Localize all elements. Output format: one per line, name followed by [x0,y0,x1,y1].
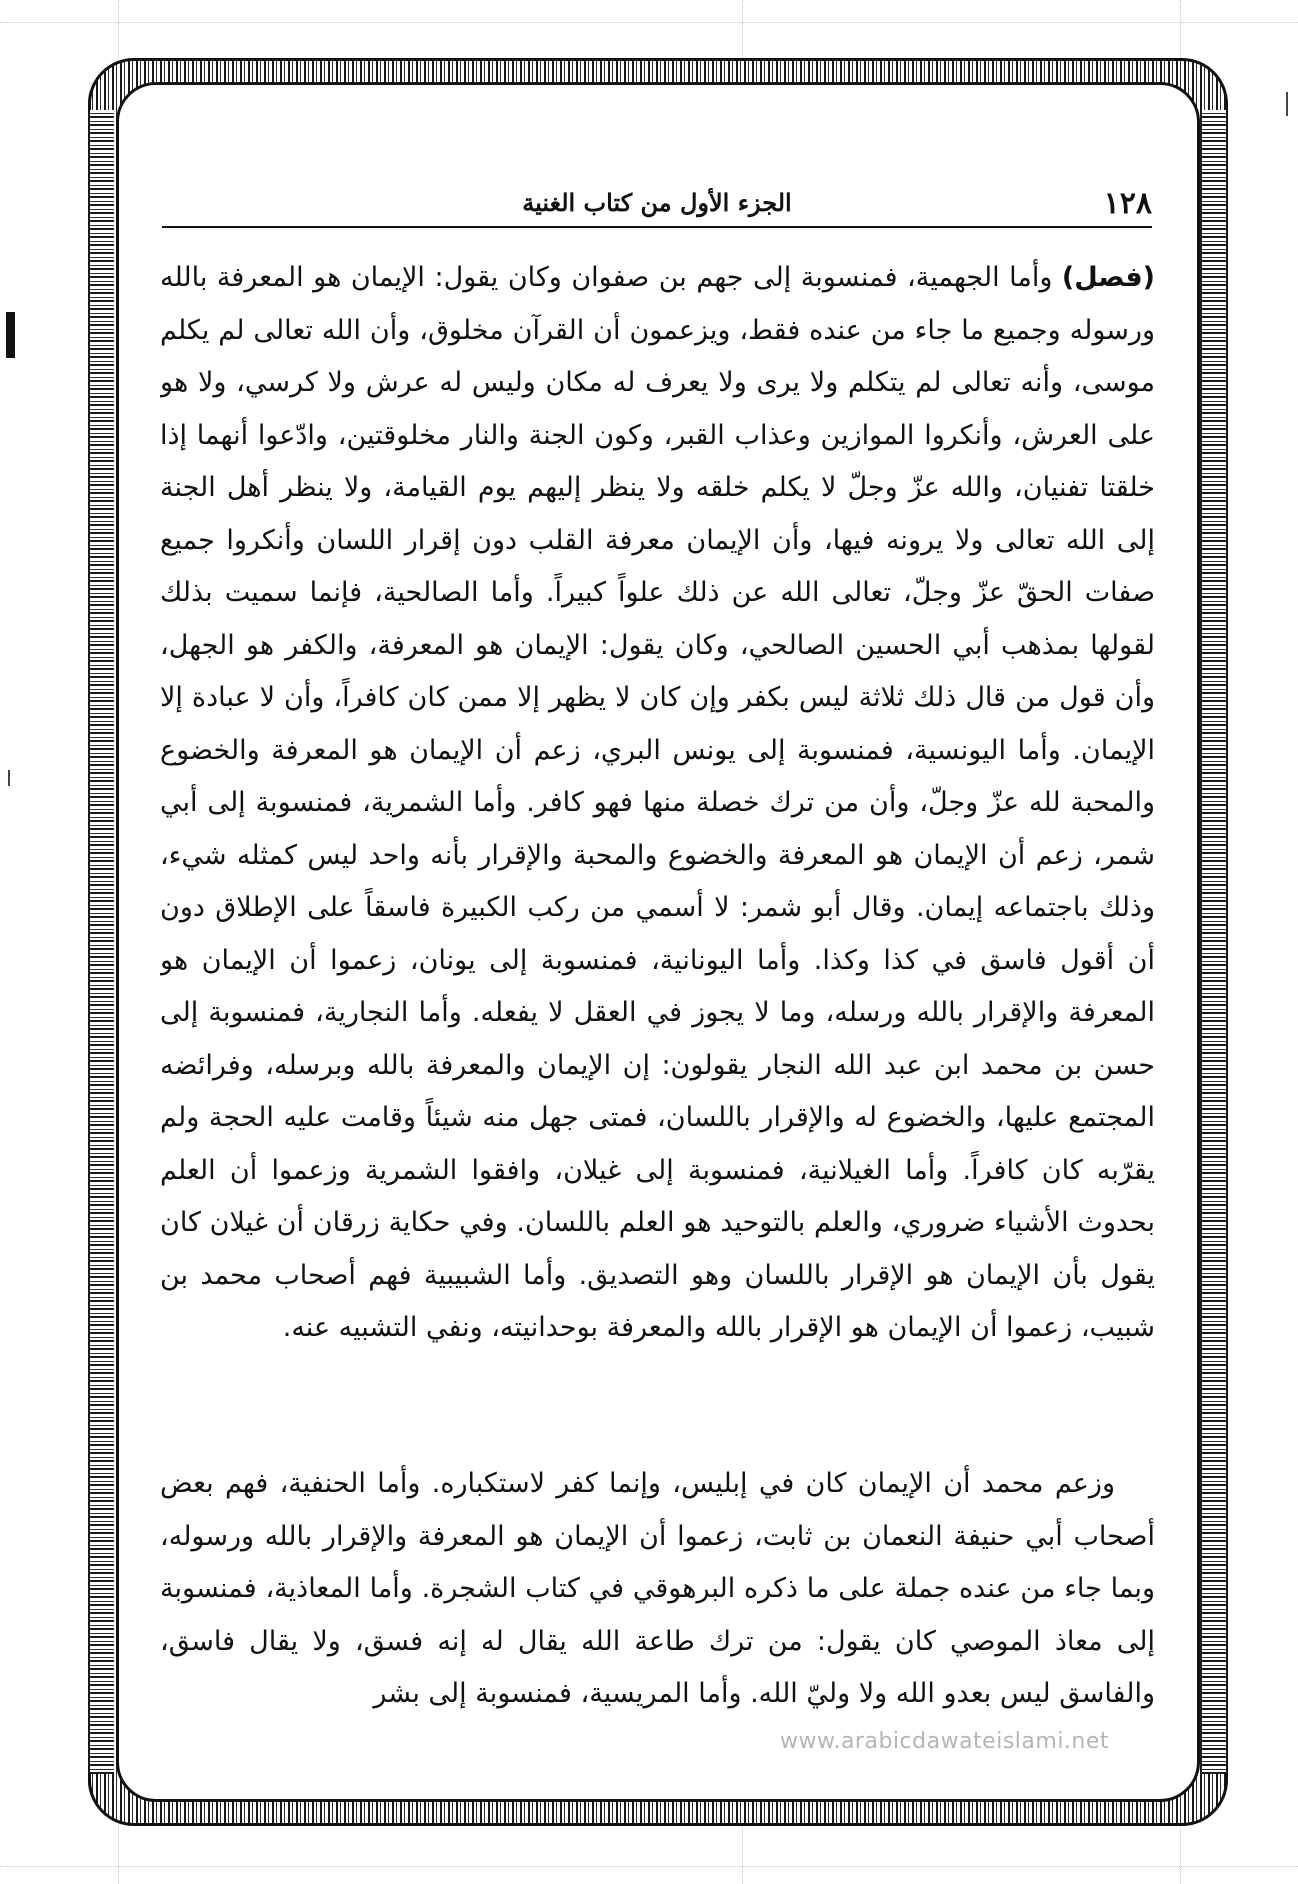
running-header [162,182,1152,228]
watermark-url: www.arabicdawateislami.net [780,1729,1110,1754]
page-number: ١٢٨ [1103,186,1152,221]
frame-border-left [90,110,114,1774]
paragraph: وزعم محمد أن الإيمان كان في إبليس، وإنما كفر لاستكباره. وأما الحنفية، فهم بعض أصحاب أبي حنيفة النعمان بن ثابت، زعموا أن الإيمان هو المعرفة والإقرار بالله ورسوله، وبما جاء من عنده جملة على ما ذكره البرهوقي في كتاب الشجرة. وأما المعاذية، فمنسوبة إلى معاذ الموصي كان يقول: من ترك طاعة الله يقال له إنه فسق، ولا يقال فاسق، والفاسق ليس بعدو الله ولا وليّ الله. وأما المريسية، فمنسوبة إلى بشر [160,1468,1155,1709]
scan-tick [1286,92,1288,116]
section-label: (فصل) [1061,262,1155,293]
paragraph-text: وأما الجهمية، فمنسوبة إلى جهم بن صفوان وكان يقول: الإيمان هو المعرفة بالله ورسوله وجميع ما جاء من عنده فقط، ويزعمون أن القرآن مخلوق، وأن الله تعالى لم يكلم موسى، وأنه تعالى لم يتكلم ولا يرى ولا يعرف له مكان وليس له عرش ولا كرسي، ولا هو على العرش، وأنكروا الموازين وعذاب القبر، وكون الجنة والنار مخلوقتين، وادّعوا أنهما إذا خلقتا تفنيان، والله عزّ وجلّ لا يكلم خلقه ولا ينظر إليهم يوم القيامة، ولا ينظر أهل الجنة إلى الله تعالى ولا يرونه فيها، وأن الإيمان معرفة القلب دون إقرار اللسان وأنكروا جميع صفات الحقّ عزّ وجلّ، تعالى الله عن ذلك علواً كبيراً. وأما الصالحية، فإنما سميت بذلك لقولها بمذهب أبي الحسين الصالحي، وكان يقول: الإيمان هو المعرفة، والكفر هو الجهل، وأن قول من قال ذلك ثلاثة ليس بكفر وإن كان لا يظهر إلا ممن كان كافراً، وأن لا عبادة إلا الإيمان. وأما اليونسية، فمنسوبة إلى يونس البري، زعم أن الإيمان هو المعرفة والخضوع والمحبة لله عزّ وجلّ، وأن من ترك خصلة منها فهو كافر. وأما الشمرية، فمنسوبة إلى أبي شمر، زعم أن الإيمان هو المعرفة والخضوع والمحبة والإقرار بأنه واحد ليس كمثله شيء، وذلك باجتماعه إيمان. وقال أبو شمر: لا أسمي من ركب الكبيرة فاسقاً على الإطلاق دون أن أقول فاسق في كذا وكذا. وأما اليونانية، فمنسوبة إلى يونان، زعموا أن الإيمان هو المعرفة والإقرار بالله ورسله، وما لا يجوز في العقل لا يفعله. وأما النجارية، فمنسوبة إلى حسن بن محمد ابن عبد الله النجار يقولون: إن الإيمان والمعرفة بالله وبرسله، وفرائضه المجتمع عليها، والخضوع له والإقرار باللسان، فمتى جهل منه شيئاً وقامت عليه الحجة ولم يقرّبه كان كافراً. وأما الغيلانية، فمنسوبة إلى غيلان، وافقوا الشمرية وزعموا أن العلم بحدوث الأشياء ضروري، والعلم بالتوحيد هو العلم باللسان. وفي حكاية زرقان أن غيلان كان يقول بأن الإيمان هو الإقرار باللسان وهو التصديق. وأما الشبيبية فهم أصحاب محمد بن شبيب، زعموا أن الإيمان هو الإقرار بالله والمعرفة بوحدانيته، ونفي التشبيه عنه. [160,262,1155,1343]
page-text [160,252,1155,1720]
scan-mark [6,312,15,358]
scan-tick [8,770,10,786]
frame-border-right [1202,110,1226,1774]
running-title: الجزء الأول من كتاب الغنية [522,188,792,217]
scan-guide-line [0,22,1298,23]
scan-guide-line [0,1866,1298,1867]
paragraph [160,252,1155,1415]
